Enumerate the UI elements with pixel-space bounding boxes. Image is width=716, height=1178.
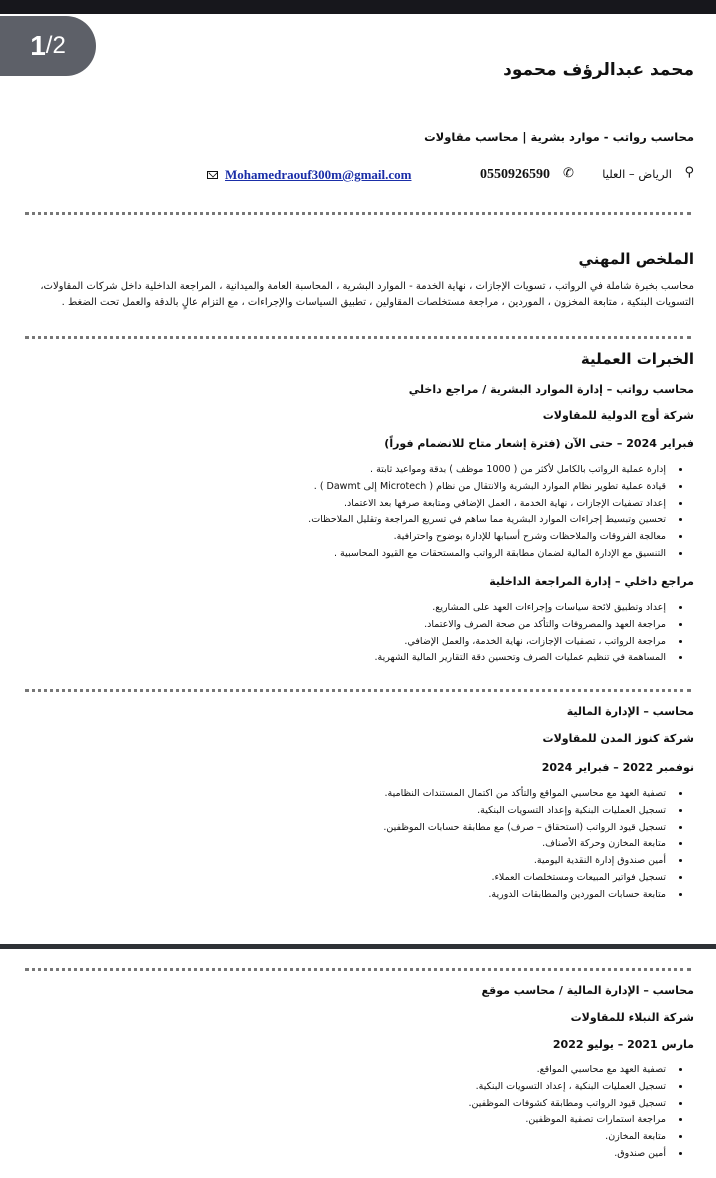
candidate-role: محاسب رواتب - موارد بشرية | محاسب مقاولات: [424, 130, 694, 144]
divider: [25, 968, 691, 971]
list-item: • مراجعة الرواتب ، تصفيات الإجازات، نهاية الخدمة، والعمل الإضافي.: [250, 634, 670, 651]
divider: [25, 212, 691, 215]
list-item: • تسجيل قيود الرواتب (استحقاق – صرف) مع مطابقة حسابات الموظفين.: [250, 820, 670, 837]
list-item: • تحسين وتبسيط إجراءات الموارد البشرية مما ساهم في تسريع المراجعة وتقليل الملاحظات.: [250, 512, 670, 529]
summary-title: الملخص المهني: [578, 250, 694, 268]
list-item: • إعداد تصفيات الإجازات ، نهاية الخدمة ، العمل الإضافي ومتابعة صرفها بعد الاعتماد.: [250, 496, 670, 513]
list-item: • تسجيل فواتير المبيعات ومستخلصات العملاء.: [250, 870, 670, 887]
job3-period: مارس 2021 – يوليو 2022: [552, 1038, 694, 1051]
top-status-bar: [0, 0, 716, 14]
job2-role: محاسب – الإدارة المالية: [566, 705, 694, 718]
candidate-name: محمد عبدالرؤف محمود: [503, 60, 694, 80]
job1-bullets: [250, 462, 694, 563]
list-item: • مراجعة استمارات تصفية الموظفين.: [250, 1112, 670, 1129]
job1-period: فبراير 2024 – حتى الآن (فترة إشعار متاح للانضمام فوراً): [384, 437, 694, 450]
job2-period: نوفمبر 2022 – فبراير 2024: [541, 761, 694, 774]
location-text: الرياض – العليا: [602, 167, 672, 181]
phone-icon: ✆: [563, 166, 574, 181]
page-sep: /: [45, 32, 53, 59]
list-item: • تصفية العهد مع محاسبي المواقع.: [250, 1062, 670, 1079]
list-item: • تسجيل قيود الرواتب ومطابقة كشوفات الموظفين.: [250, 1096, 670, 1113]
job1-company: شركة أوج الدولية للمقاولات: [542, 409, 694, 422]
divider: [25, 336, 691, 339]
phone-number: 0550926590: [480, 167, 550, 182]
job3-bullets: [250, 1062, 694, 1163]
job2-bullets: [250, 786, 694, 904]
page-current: 1: [30, 30, 46, 61]
list-item: • تسجيل العمليات البنكية وإعداد التسويات البنكية.: [250, 803, 670, 820]
list-item: • متابعة المخازن.: [250, 1129, 670, 1146]
list-item: • أمين صندوق إدارة النقدية اليومية.: [250, 853, 670, 870]
list-item: • تصفية العهد مع محاسبي المواقع والتأكد من اكتمال المستندات النظامية.: [250, 786, 670, 803]
list-item: • التنسيق مع الإدارة المالية لضمان مطابقة الرواتب والمستحقات مع القيود المحاسبية .: [250, 546, 670, 563]
email-link[interactable]: Mohamedraouf300m@gmail.com: [225, 167, 412, 182]
page-separator: [0, 944, 716, 949]
list-item: • معالجة الفروقات والملاحظات وشرح أسبابها للإدارة بوضوح واحترافية.: [250, 529, 670, 546]
list-item: • مراجعة العهد والمصروفات والتأكد من صحة الصرف والاعتماد.: [250, 617, 670, 634]
list-item: • متابعة حسابات الموردين والمطابقات الدورية.: [250, 887, 670, 904]
list-item: • أمين صندوق.: [250, 1146, 670, 1163]
summary-text: محاسب بخبرة شاملة في الرواتب ، تسويات الإجازات ، نهاية الخدمة - الموارد البشرية ، المحاسبة العامة والميدانية ، المراجعة الداخلية داخل شركات المقاولات، التسويات البنكية ، متابعة المخزون ، الموردين ، مراجعة مستخلصات المقاولين ، تطبيق السياسات والإجراءات ، مع التزام عالٍ بالدقة والعمل تحت الضغط .: [40, 281, 694, 308]
divider: [25, 689, 691, 692]
email-icon: [207, 171, 218, 179]
job3-role: محاسب – الإدارة المالية / محاسب موقع: [481, 984, 694, 997]
page-indicator: [0, 16, 96, 76]
list-item: • قيادة عملية تطوير نظام الموارد البشرية والانتقال من نظام ( Microtech إلى Dawmt ) .: [250, 479, 670, 496]
experience-title: الخبرات العملية: [580, 350, 694, 368]
page-total: 2: [52, 32, 66, 59]
job2-company: شركة كنوز المدن للمقاولات: [542, 732, 694, 745]
job3-company: شركة النبلاء للمقاولات: [570, 1011, 694, 1024]
job1-role: محاسب رواتب – إدارة الموارد البشرية / مراجع داخلي: [408, 383, 694, 396]
job1b-bullets: [250, 600, 694, 667]
list-item: • إعداد وتطبيق لائحة سياسات وإجراءات العهد على المشاريع.: [250, 600, 670, 617]
pin-icon: ⚲: [684, 165, 694, 180]
list-item: • إدارة عملية الرواتب بالكامل لأكثر من ( 1000 موظف ) بدقة ومواعيد ثابتة .: [250, 462, 670, 479]
list-item: • تسجيل العمليات البنكية ، إعداد التسويات البنكية.: [250, 1079, 670, 1096]
list-item: • المساهمة في تنظيم عمليات الصرف وتحسين دقة التقارير المالية الشهرية.: [250, 650, 670, 667]
job1b-role: مراجع داخلي – إدارة المراجعة الداخلية: [489, 575, 694, 588]
list-item: • متابعة المخازن وحركة الأصناف.: [250, 836, 670, 853]
